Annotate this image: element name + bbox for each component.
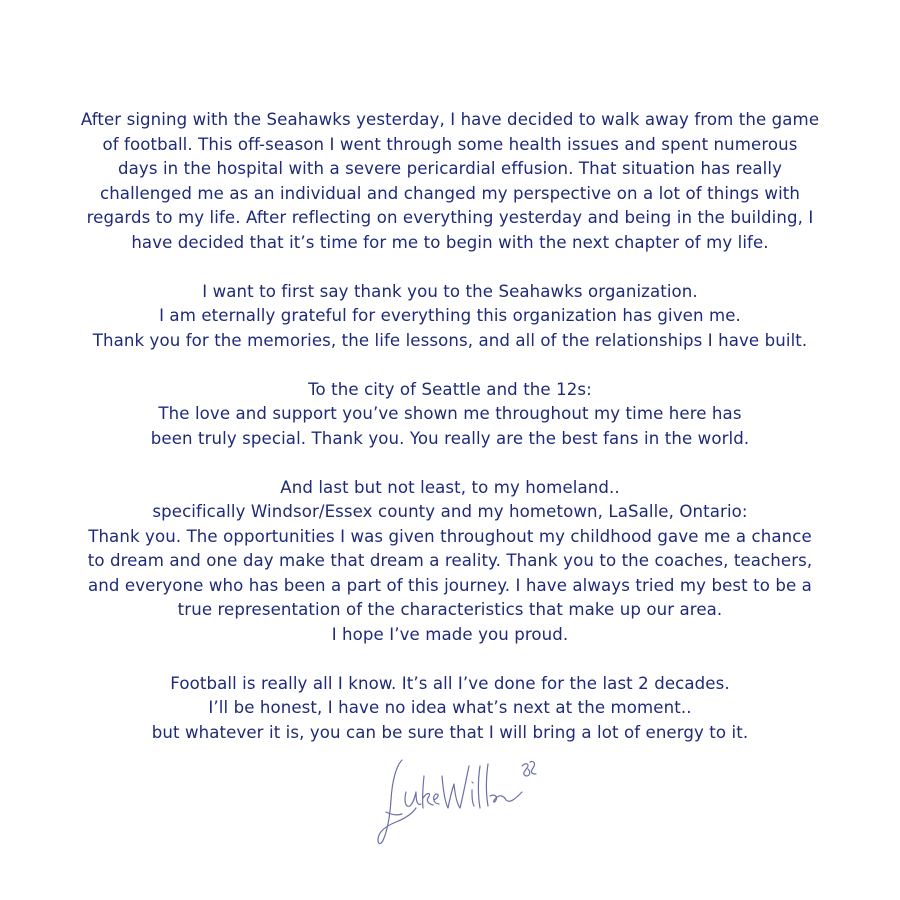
letter-line: I am eternally grateful for everything this organization has given me. xyxy=(159,306,741,325)
letter-line: To the city of Seattle and the 12s: xyxy=(308,379,592,399)
paragraph-seattle-fans xyxy=(50,378,850,452)
paragraph-retirement xyxy=(50,108,850,255)
letter-line: Thank you for the memories, the life lessons, and all of the relationships I have built. xyxy=(92,330,808,350)
letter-line: of football. This off-season I went through some health issues and spent numerous xyxy=(102,134,798,154)
letter-line: specifically Windsor/Essex county and my hometown, LaSalle, Ontario: xyxy=(152,502,748,521)
letter-body xyxy=(50,108,850,770)
letter-line: And last but not least, to my homeland.. xyxy=(280,477,620,497)
letter-line: been truly special. Thank you. You really are the best fans in the world. xyxy=(150,428,750,448)
letter-line: Football is really all I know. It’s all I’ve done for the last 2 decades. xyxy=(170,673,730,693)
letter-line: to dream and one day make that dream a reality. Thank you to the coaches, teachers, xyxy=(87,551,813,570)
letter-line: I want to first say thank you to the Seahawks organization. xyxy=(202,281,698,301)
paragraph-organization-thanks xyxy=(50,280,850,354)
letter-line: I hope I’ve made you proud. xyxy=(331,624,569,644)
letter-line: and everyone who has been a part of this journey. I have always tried my best to be a xyxy=(88,575,812,595)
handwritten-signature xyxy=(372,752,542,852)
letter-line: The love and support you’ve shown me throughout my time here has xyxy=(158,404,742,423)
letter-line: but whatever it is, you can be sure that I will bring a lot of energy to it. xyxy=(151,722,749,742)
letter-line: days in the hospital with a severe pericardial effusion. That situation has really xyxy=(118,159,782,178)
paragraph-closing xyxy=(50,672,850,746)
letter-line: have decided that it’s time for me to begin with the next chapter of my life. xyxy=(131,232,769,252)
letter-line: After signing with the Seahawks yesterday, I have decided to walk away from the game xyxy=(80,110,820,129)
letter-line: I’ll be honest, I have no idea what’s next at the moment.. xyxy=(208,698,692,717)
letter-line: regards to my life. After reflecting on everything yesterday and being in the building, I xyxy=(86,208,814,227)
paragraph-homeland xyxy=(50,476,850,648)
letter-line: Thank you. The opportunities I was given throughout my childhood gave me a chance xyxy=(88,526,812,546)
letter-line: challenged me as an individual and changed my perspective on a lot of things with xyxy=(99,183,801,203)
letter-line: true representation of the characteristics that make up our area. xyxy=(177,600,723,619)
